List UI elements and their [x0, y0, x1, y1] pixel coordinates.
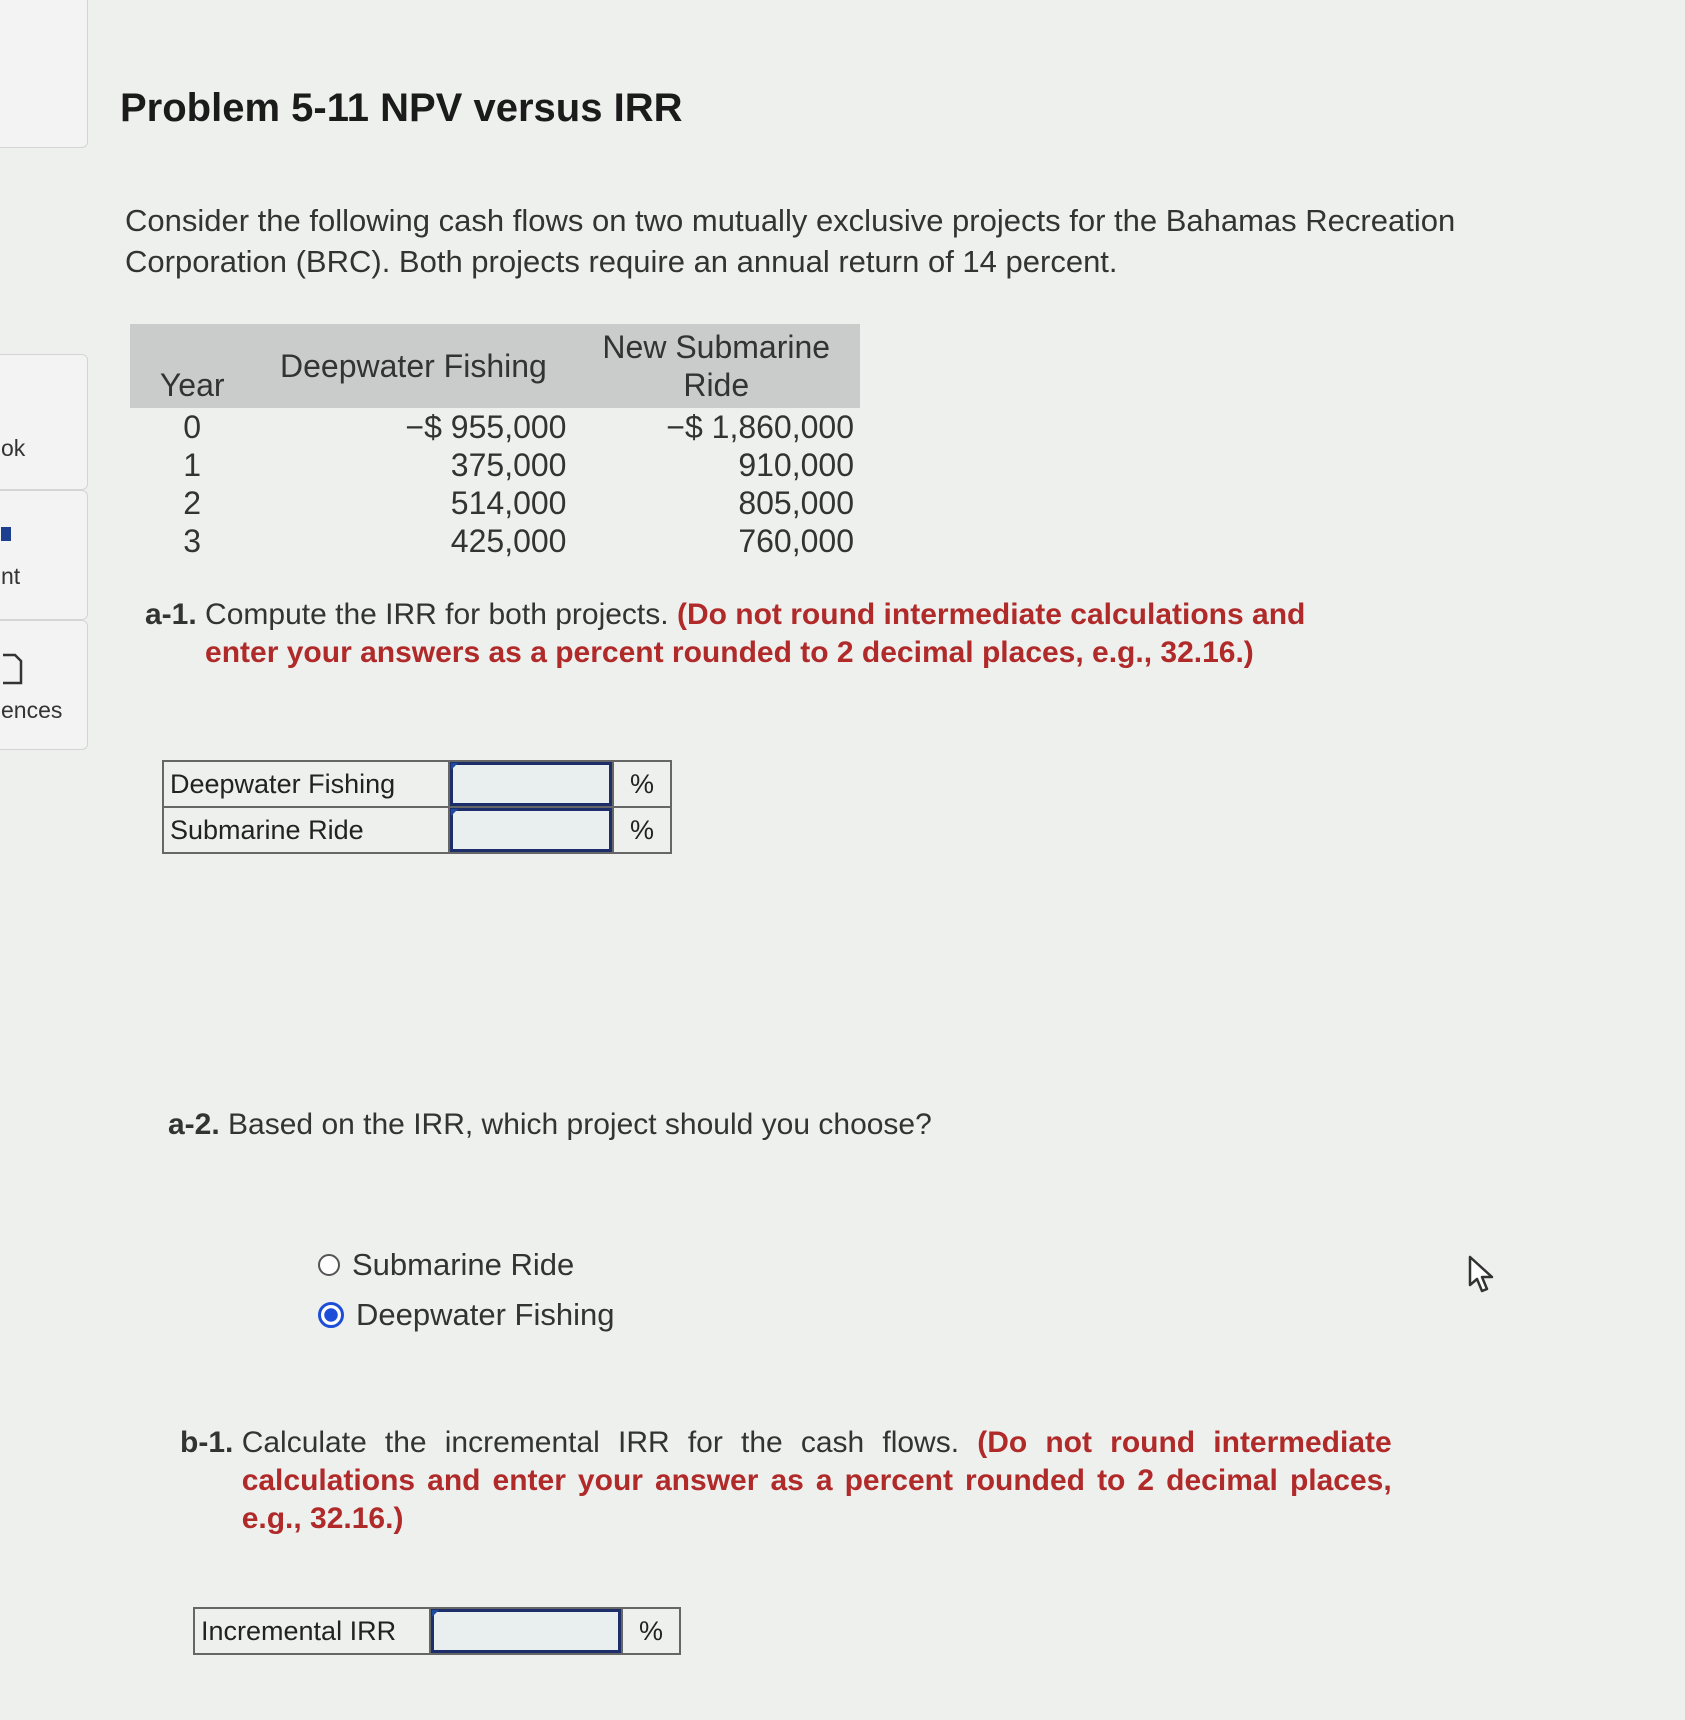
left-sidebar: [0, 0, 90, 760]
sidebar-tab-references[interactable]: [0, 620, 88, 750]
percent-unit: %: [622, 1608, 680, 1654]
deepwater-cell: 375,000: [450, 447, 567, 483]
submarine-cell: 760,000: [738, 523, 854, 559]
year-cell: 1: [183, 447, 202, 483]
year-cell: 2: [183, 485, 202, 521]
radio-option-deepwater[interactable]: [318, 1290, 614, 1340]
radio-option-submarine[interactable]: [318, 1240, 614, 1290]
deepwater-cell: 425,000: [450, 523, 567, 559]
incremental-irr-cell: [430, 1608, 622, 1654]
sidebar-item-label: ok: [1, 435, 26, 461]
incremental-irr-input[interactable]: [431, 1609, 621, 1653]
question-text: Based on the IRR, which project should you choose?: [228, 1108, 932, 1141]
question-text: Compute the IRR for both projects.: [205, 598, 669, 631]
radio-label: Deepwater Fishing: [356, 1297, 615, 1332]
flag-icon: [1, 527, 13, 550]
table-row: [130, 446, 860, 484]
irr-deepwater-cell: [449, 761, 613, 807]
irr-submarine-cell: [449, 807, 613, 853]
mouse-pointer-icon: [1466, 1255, 1500, 1300]
answer-label: Deepwater Fishing: [163, 761, 449, 807]
radio-button[interactable]: [318, 1254, 340, 1276]
submarine-cell: −$ 1,860,000: [666, 409, 854, 445]
answer-label: Submarine Ride: [163, 807, 449, 853]
irr-answer-table: [162, 760, 672, 854]
sidebar-item-label: ences: [1, 697, 63, 723]
deepwater-cell: −$ 955,000: [405, 409, 567, 445]
table-row: [194, 1608, 680, 1654]
header-deepwater: Deepwater Fishing: [254, 324, 572, 408]
header-year: Year: [130, 324, 254, 408]
question-b1: [180, 1424, 1410, 1538]
year-cell: 3: [183, 523, 202, 559]
percent-unit: %: [613, 807, 671, 853]
irr-deepwater-input[interactable]: [450, 762, 612, 806]
problem-intro: Consider the following cash flows on two mutually exclusive projects for the Bahamas Recreation Corporation (BRC). Both projects require an annual return of 14 percent.: [125, 203, 1456, 279]
project-choice-radio-group: [318, 1240, 614, 1340]
submarine-cell: 910,000: [738, 447, 854, 483]
irr-submarine-input[interactable]: [450, 808, 612, 852]
question-a2: [168, 1106, 932, 1144]
percent-unit: %: [613, 761, 671, 807]
year-cell: 0: [183, 409, 202, 445]
answer-label: Incremental IRR: [194, 1608, 430, 1654]
question-text: Calculate the incremental IRR for the cash flows.: [241, 1426, 960, 1459]
sidebar-tab-hint[interactable]: [0, 490, 88, 620]
incremental-irr-table: [193, 1607, 681, 1655]
table-row: [163, 761, 671, 807]
table-row: [163, 807, 671, 853]
question-number: a-2.: [168, 1108, 220, 1141]
submarine-cell: 805,000: [738, 485, 854, 521]
radio-label: Submarine Ride: [352, 1247, 575, 1282]
question-note: (Do not round intermediate calculations and enter your answer as a percent rounded to 2 decimal places, e.g., 32.16.): [241, 1426, 1392, 1535]
table-row: [130, 408, 860, 446]
radio-button-selected[interactable]: [318, 1302, 344, 1328]
question-number: b-1.: [180, 1426, 234, 1459]
question-number: a-1.: [145, 598, 197, 631]
question-a1: [145, 596, 1405, 672]
table-row: [130, 522, 860, 560]
cash-flow-table: [130, 324, 860, 560]
header-submarine: New Submarine Ride: [572, 324, 860, 408]
sidebar-item-label: nt: [1, 563, 21, 589]
document-icon: [1, 653, 23, 690]
sidebar-tab-book[interactable]: [0, 354, 88, 490]
table-row: [130, 484, 860, 522]
deepwater-cell: 514,000: [450, 485, 567, 521]
sidebar-tab-top[interactable]: [0, 0, 88, 148]
problem-title: Problem 5-11 NPV versus IRR: [120, 86, 683, 130]
question-note: (Do not round intermediate calculations and enter your answers as a percent rounded to 2 decimal places, e.g., 32.16.): [205, 598, 1306, 669]
